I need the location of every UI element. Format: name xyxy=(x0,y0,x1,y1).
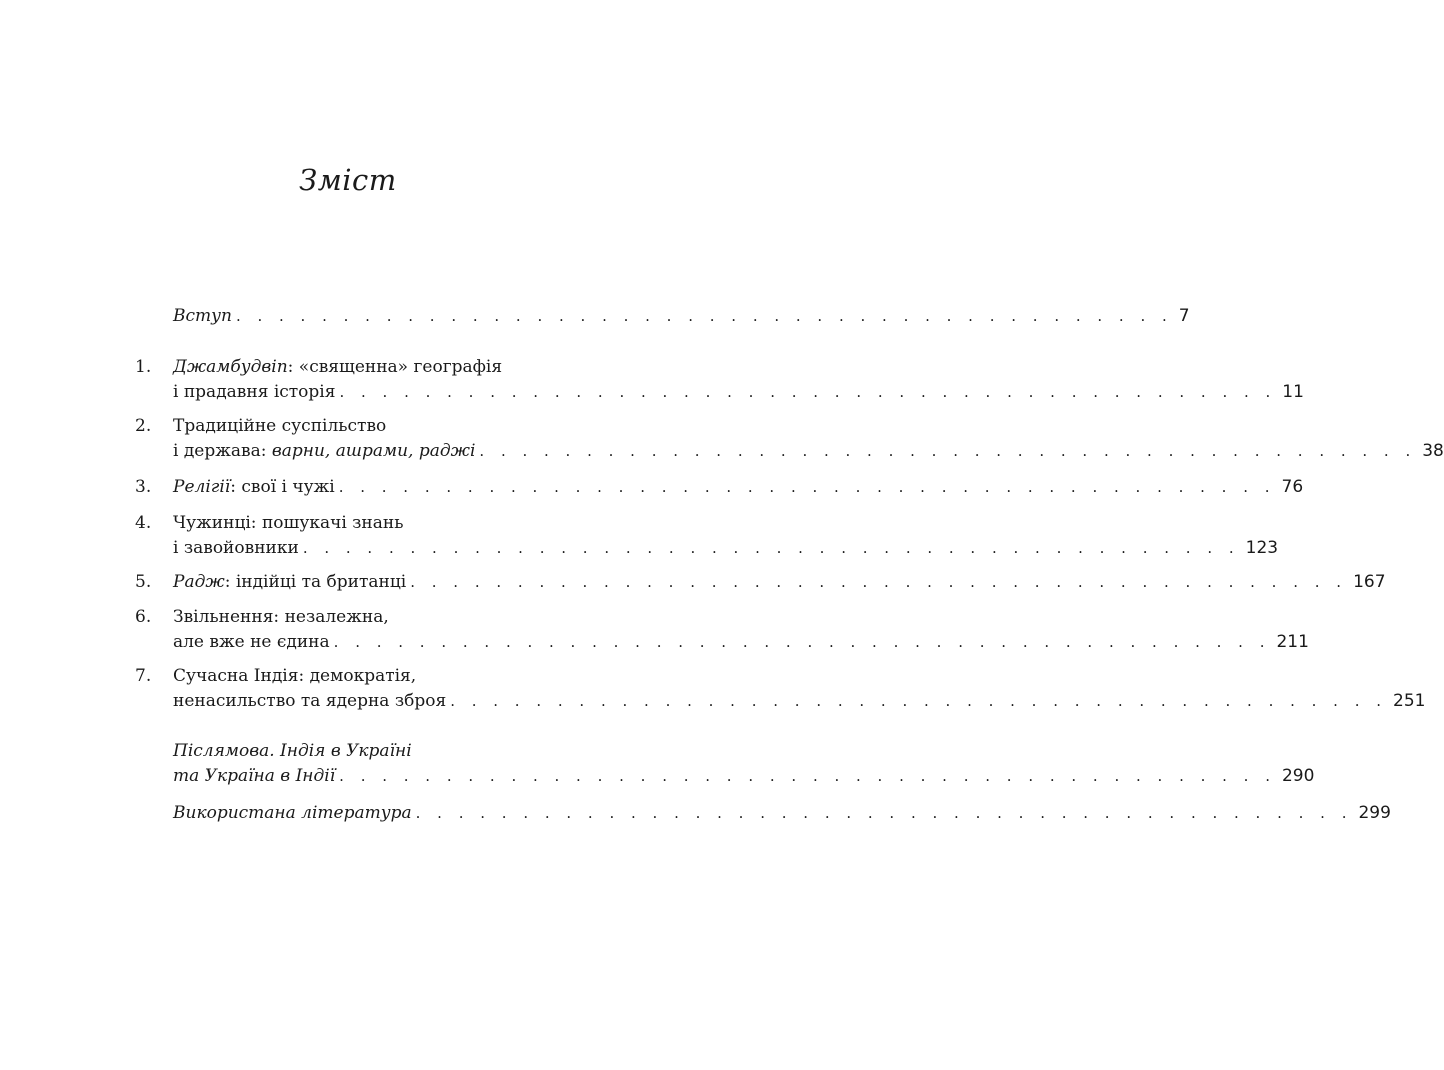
toc-entry-title-line xyxy=(173,380,1304,405)
toc-text-fragment: і прадавня історія xyxy=(173,382,336,402)
toc-entry-title-line xyxy=(173,689,1426,714)
toc-entry-title-line xyxy=(173,304,1190,329)
toc-text-fragment: Вступ xyxy=(173,306,232,326)
toc-text-fragment: Радж xyxy=(173,572,225,592)
toc-entry-title-line xyxy=(173,414,556,439)
toc-text-fragment: Джамбудвіп xyxy=(173,357,288,377)
toc-page-number: 11 xyxy=(1282,382,1304,402)
toc-entry-number: 3. xyxy=(135,477,152,497)
toc-entry-number: 5. xyxy=(135,572,152,592)
toc-entry-title-line xyxy=(173,511,556,536)
toc-entry-title xyxy=(173,689,446,714)
toc-entry-title xyxy=(173,570,406,595)
leader-dots: . . . . . . . . . . . . . . . . . . . . . . . . . . . . . . . . . . . . . . . . . . . . xyxy=(333,633,1271,651)
toc-page-number: 290 xyxy=(1281,766,1315,786)
toc-text-fragment: : індійці та британці xyxy=(224,572,407,592)
toc-entry-title xyxy=(173,536,299,561)
toc-page-number: 251 xyxy=(1393,691,1426,711)
leader-dots: . . . . . . . . . . . . . . . . . . . . . . . . . . . . . . . . . . . . . . . . . . . . xyxy=(450,692,1388,710)
toc-entry-title-line xyxy=(173,739,556,764)
toc-entry-title xyxy=(173,439,475,464)
toc-entry-title-line xyxy=(173,536,1279,561)
toc-text-fragment: варни, ашрами, раджі xyxy=(271,441,476,461)
toc-entry-title xyxy=(173,304,232,329)
toc-entry-title xyxy=(173,475,335,500)
toc-entry-title xyxy=(173,630,330,655)
toc-page-number: 299 xyxy=(1358,803,1391,823)
toc-entry-title-line xyxy=(173,664,556,689)
toc-text-fragment: Звільнення: незалежна, xyxy=(173,607,389,627)
toc-page-number: 123 xyxy=(1245,538,1279,558)
toc-entry-title xyxy=(173,801,412,826)
leader-dots: . . . . . . . . . . . . . . . . . . . . . . . . . . . . . . . . . . . . . . . . . . . . xyxy=(410,573,1348,591)
leader-dots: . . . . . . . . . . . . . . . . . . . . . . . . . . . . . . . . . . . . . . . . . . . . xyxy=(339,383,1277,401)
toc-entry-title-line xyxy=(173,355,556,380)
toc-entry-number: 7. xyxy=(135,666,152,686)
toc-entry-title-line xyxy=(173,439,1444,464)
toc-text-fragment: Післямова. Індія в Україні xyxy=(173,741,412,761)
toc-text-fragment: Релігії xyxy=(173,477,231,497)
toc-entry-title-line xyxy=(173,764,1315,789)
leader-dots: . . . . . . . . . . . . . . . . . . . . . . . . . . . . . . . . . . . . . . . . . . . . xyxy=(415,804,1353,822)
leader-dots: . . . . . . . . . . . . . . . . . . . . . . . . . . . . . . . . . . . . . . . . . . . . xyxy=(302,539,1240,557)
leader-dots: . . . . . . . . . . . . . . . . . . . . . . . . . . . . . . . . . . . . . . . . . . . . xyxy=(235,307,1173,325)
toc-text-fragment: Чужинці: пошукачі знань xyxy=(173,513,404,533)
toc-entry-title-line xyxy=(173,570,1386,595)
toc-page-number: 76 xyxy=(1281,477,1304,497)
leader-dots: . . . . . . . . . . . . . . . . . . . . . . . . . . . . . . . . . . . . . . . . . . . . xyxy=(479,442,1417,460)
toc-text-fragment: та Україна в Індії xyxy=(173,766,336,786)
toc-page-number: 38 xyxy=(1422,441,1444,461)
toc-page-number: 167 xyxy=(1353,572,1386,592)
toc-entry-title-line xyxy=(173,605,556,630)
toc-page-number: 7 xyxy=(1178,306,1190,326)
toc-entry-title-line xyxy=(173,630,1309,655)
toc-text-fragment: ненасильство та ядерна зброя xyxy=(173,691,447,711)
toc-text-fragment: : «священна» географія xyxy=(287,357,503,377)
toc-text-fragment: і завойовники xyxy=(173,538,299,558)
toc-text-fragment: Використана література xyxy=(173,803,412,823)
toc-entry-title xyxy=(173,380,335,405)
toc-text-fragment: Сучасна Індія: демократія, xyxy=(173,666,417,686)
toc-entry-title xyxy=(173,764,335,789)
toc-entry-number: 2. xyxy=(135,416,152,436)
leader-dots: . . . . . . . . . . . . . . . . . . . . . . . . . . . . . . . . . . . . . . . . . . . . xyxy=(338,478,1276,496)
toc-text-fragment: Традиційне суспільство xyxy=(173,416,387,436)
toc-entry-number: 1. xyxy=(135,357,152,377)
toc-entry-title-line xyxy=(173,801,1391,826)
toc-text-fragment: але вже не єдина xyxy=(173,632,330,652)
toc-entry-number: 6. xyxy=(135,607,152,627)
page-title: Зміст xyxy=(299,163,397,197)
toc-entry-number: 4. xyxy=(135,513,152,533)
toc-entry-title-line xyxy=(173,475,1304,500)
toc-text-fragment: : свої і чужі xyxy=(230,477,335,497)
toc-text-fragment: і держава: xyxy=(173,441,272,461)
leader-dots: . . . . . . . . . . . . . . . . . . . . . . . . . . . . . . . . . . . . . . . . . . . . xyxy=(339,767,1276,785)
toc-page-number: 211 xyxy=(1276,632,1309,652)
